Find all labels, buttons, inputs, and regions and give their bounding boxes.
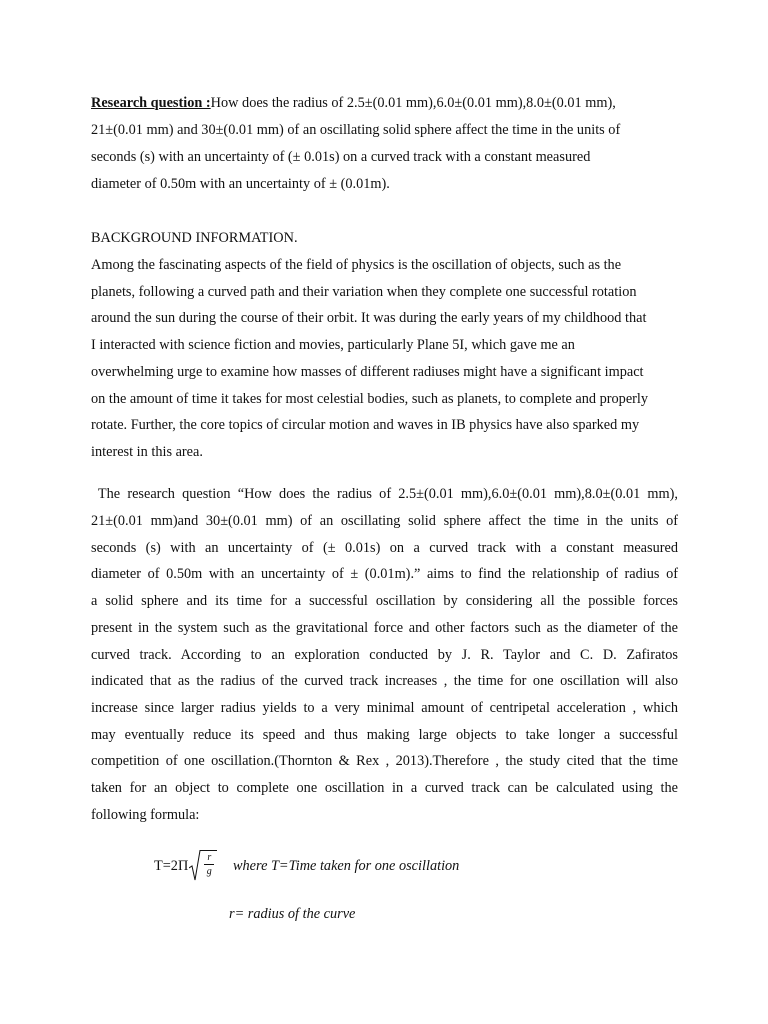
formula-r-definition: r= radius of the curve [229, 906, 356, 922]
paragraph-line-13: following formula: [91, 807, 200, 823]
background-line-6: on the amount of time it takes for most celestial bodies, such as planets, to complete and properly [91, 391, 649, 407]
paragraph-line-11: competition of one oscillation.(Thornton & Rex , 2013).Therefore , the study cited that the time [91, 753, 678, 769]
formula-where-text: where T=Time taken for one oscillation [233, 858, 460, 874]
paragraph-line-10: may eventually reduce its speed and thus making large objects to take longer a successful [91, 727, 678, 743]
paragraph-line-7: curved track. According to an exploration conducted by J. R. Taylor and C. D. Zafiratos [91, 647, 678, 663]
background-heading: BACKGROUND INFORMATION. [91, 230, 298, 246]
research-line-1 [91, 94, 616, 112]
paragraph-line-1: The research question “How does the radius of 2.5±(0.01 mm),6.0±(0.01 mm),8.0±(0.01 mm), [91, 486, 678, 502]
research-line-3: seconds (s) with an uncertainty of (± 0.01s) on a curved track with a constant measured [91, 149, 591, 165]
paragraph-line-12: taken for an object to complete one oscillation in a curved track can be calculated using the [91, 780, 678, 796]
research-question-text: How does the radius of 2.5±(0.01 mm),6.0±(0.01 mm),8.0±(0.01 mm), [210, 95, 616, 111]
background-line-3: around the sun during the course of their orbit. It was during the early years of my childhood that [91, 310, 647, 326]
background-line-4: I interacted with science fiction and movies, particularly Plane 5I, which gave me an [91, 337, 575, 353]
paragraph-line-4: diameter of 0.50m with an uncertainty of ± (0.01m).” aims to find the relationship of radius of [91, 566, 678, 582]
fraction [201, 850, 217, 882]
background-line-7: rotate. Further, the core topics of circular motion and waves in IB physics have also sparked my [91, 417, 640, 433]
background-line-8: interest in this area. [91, 444, 203, 460]
background-line-2: planets, following a curved path and their variation when they complete one successful rotation [91, 284, 637, 300]
fraction-denominator: g [206, 866, 212, 877]
fraction-bar [204, 864, 214, 865]
square-root [189, 850, 217, 882]
paragraph-line-3: seconds (s) with an uncertainty of (± 0.01s) on a curved track with a constant measured [91, 540, 678, 556]
paragraph-line-9: increase since larger radius yields to a very minimal amount of centripetal acceleration , which [91, 700, 678, 716]
paragraph-line-6: present in the system such as the gravitational force and other factors such as the diameter of the [91, 620, 678, 636]
radical-sign-icon [189, 850, 201, 882]
paragraph-line-2: 21±(0.01 mm)and 30±(0.01 mm) of an oscillating solid sphere affect the time in the units of [91, 513, 678, 529]
period-formula [154, 849, 217, 883]
research-line-2: 21±(0.01 mm) and 30±(0.01 mm) of an oscillating solid sphere affect the time in the units of [91, 122, 621, 138]
fraction-numerator: r [207, 852, 212, 863]
paragraph-line-8: indicated that as the radius of the curved track increases , the time for one oscillation will also [91, 673, 678, 689]
background-line-5: overwhelming urge to examine how masses of different radiuses might have a significant impact [91, 364, 644, 380]
formula-lhs: T=2Π [154, 857, 189, 874]
research-question-label: Research question : [91, 95, 211, 111]
research-line-4: diameter of 0.50m with an uncertainty of ± (0.01m). [91, 176, 390, 192]
background-line-1: Among the fascinating aspects of the field of physics is the oscillation of objects, such as the [91, 257, 622, 273]
paragraph-line-5: a solid sphere and its time for a successful oscillation by considering all the possible forces [91, 593, 678, 609]
